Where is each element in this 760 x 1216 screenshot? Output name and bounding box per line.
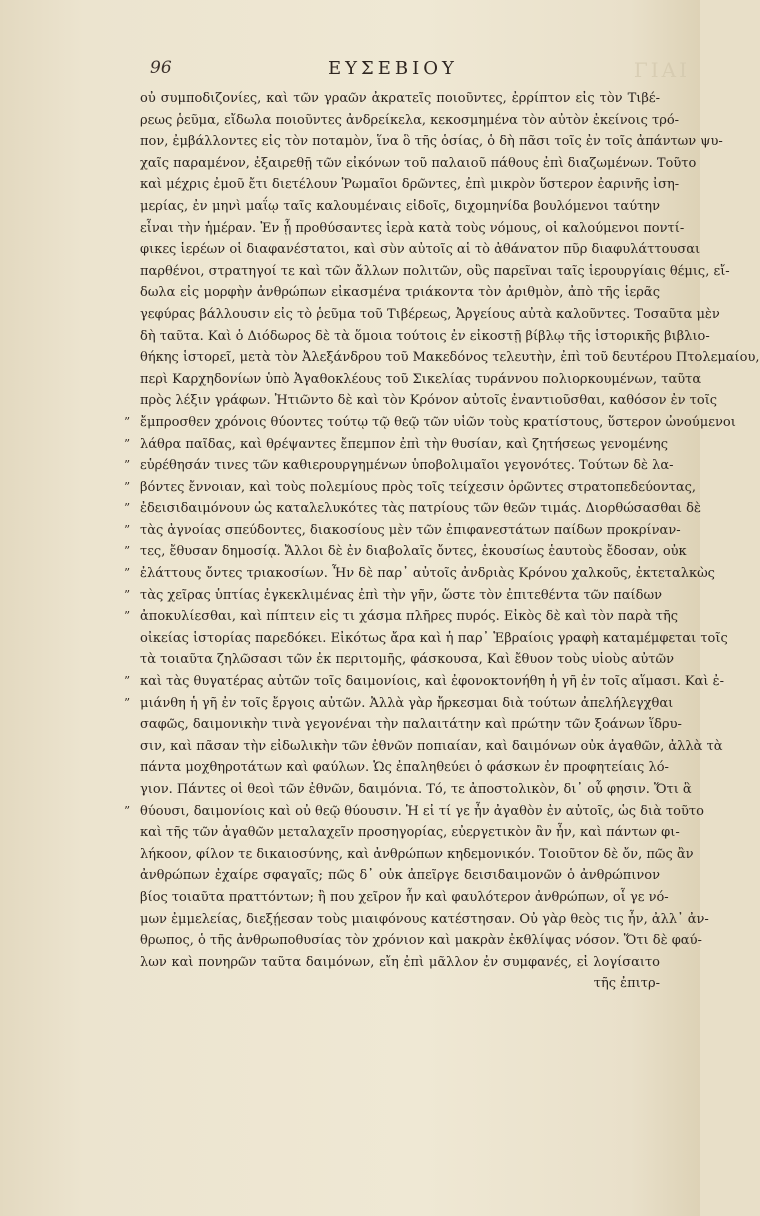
text-line: ” ἐλάττους ὄντες τριακοσίων. Ἦν δὲ παρ᾽ αὐτοῖς ἀνδριὰς Κρόνου χαλκοῦς, ἐκτεταλκὼς [140,563,660,585]
text-line: λων καὶ πονηρῶν ταῦτα δαιμόνων, εἴη ἐπὶ μᾶλλον ἐν συμφανές, εἰ λογίσαιτο [140,954,660,970]
text-line: ” βόντες ἔννοιαν, καὶ τοὺς πολεμίους πρὸς τοῖς τείχεσιν ὁρῶντες στρατοπεδεύοντας, [140,477,660,499]
text-line: γιον. Πάντες οἱ θεοὶ τῶν ἐθνῶν, δαιμόνια. Τό, τε ἀποστολικὸν, δι᾽ οὗ φησιν. Ὅτι ἃ [140,782,692,797]
page-number: 96 [150,58,172,78]
text-line: λήκοον, φίλον τε δικαιοσύνης, καὶ ἀνθρώπων κηδεμονικόν. Τοιοῦτον δὲ ὄν, πῶς ἂν [140,846,694,862]
body-text [140,88,760,995]
text-line: φικες ἱερέων οἱ διαφανέστατοι, καὶ σὺν αὐτοῖς αἱ τὸ ἀθάνατον πῦρ διαφυλάττουσαι [140,242,701,258]
text-line: οἰκείας ἱστορίας παρεδόκει. Εἰκότως ἄρα καὶ ἡ παρ᾽ Ἑβραίοις γραφὴ καταμέμφεται τοῖς [140,630,728,646]
text-line: ” θύουσι, δαιμονίοις καὶ οὐ θεῷ θύουσιν. Ἡ εἰ τί γε ἦν ἀγαθὸν ἐν αὐτοῖς, ὡς διὰ τοῦτο [140,801,660,823]
text-line: μερίας, ἐν μηνὶ μαΐῳ ταῖς καλουμέναις εἰδοῖς, διχομηνίδα βουλόμενοι ταύτην [140,198,660,214]
text-line: δωλα εἰς μορφὴν ἀνθρώπων εἰκασμένα τριάκοντα τὸν ἀριθμὸν, ἀπὸ τῆς ἱερᾶς [140,285,660,301]
text-line: εἶναι τὴν ἡμέραν. Ἐν ᾗ προθύσαντες ἱερὰ κατὰ τοὺς νόμους, οἱ καλούμενοι ποντί- [140,220,685,236]
text-line: ” τες, ἔθυσαν δημοσίᾳ. Ἄλλοι δὲ ἐν διαβολαῖς ὄντες, ἑκουσίως ἑαυτοὺς ἔδοσαν, οὐκ [140,541,660,563]
text-line: ” ἀποκυλίεσθαι, καὶ πίπτειν εἰς τι χάσμα πλῆρες πυρός. Εἰκὸς δὲ καὶ τὸν παρὰ τῆς [140,606,660,628]
text-line: καὶ μέχρις ἐμοῦ ἔτι διετέλουν Ῥωμαῖοι δρῶντες, ἐπὶ μικρὸν ὕστερον ἐαρινῆς ἰση- [140,177,680,193]
text-line: ” μιάνθη ἡ γῆ ἐν τοῖς ἔργοις αὐτῶν. Ἀλλὰ γὰρ ἤρκεσμαι διὰ τούτων ἀπελήλεγχθαι [140,693,660,715]
text-line: τῆς ἐπιτρ- [593,976,660,992]
bleed-through-text: ΓΙΑΙ [633,58,690,82]
text-line: χαῖς παραμένον, ἐξαιρεθῇ τῶν εἰκόνων τοῦ παλαιοῦ πάθους ἐπὶ διαζωμένων. Τοῦτο [140,155,697,171]
page-header [150,58,610,84]
text-line: θρωπος, ὁ τῆς ἀνθρωποθυσίας τὸν χρόνιον καὶ μακρὰν ἐκθλίψας νόσον. Ὅτι δὲ φαύ- [140,933,702,949]
text-line: καὶ τῆς τῶν ἀγαθῶν μεταλαχεῖν προσηγορίας, εὐεργετικὸν ἂν ἦν, καὶ πάντων φι- [140,825,680,841]
text-line: οὐ συμποδιζονίες, καὶ τῶν γραῶν ἀκρατεῖς ποιοῦντες, ἐρρίπτον εἰς τὸν Τιβέ- [140,91,660,106]
text-line: σαφῶς, δαιμονικὴν τινὰ γεγονέναι τὴν παλαιτάτην καὶ πρώτην τῶν ξοάνων ἵδρυ- [140,717,682,733]
text-line: ” καὶ τὰς θυγατέρας αὐτῶν τοῖς δαιμονίοις, καὶ ἐφονοκτονήθη ἡ γῆ ἐν τοῖς αἵμασι. Καὶ ἐ- [140,671,660,693]
text-line: ” λάθρα παῖδας, καὶ θρέψαντες ἔπεμπον ἐπὶ τὴν θυσίαν, καὶ ζητήσεως γενομένης [140,434,660,456]
text-line: περὶ Καρχηδονίων ὑπὸ Ἀγαθοκλέους τοῦ Σικελίας τυράννου πολιορκουμένων, ταῦτα [140,371,702,387]
text-line: βίος τοιαῦτα πραττόντων; ἢ που χεῖρον ἦν καὶ φαυλότερον ἀνθρώπων, οἷ γε νό- [140,889,669,905]
text-line: ” ἔμπροσθεν χρόνοις θύοντες τούτῳ τῷ θεῷ τῶν υἱῶν τοὺς κρατίστους, ὕστερον ὠνούμενοι [140,412,660,434]
text-line: μων ἐμμελείας, διεξῄεσαν τοὺς μιαιφόνους κατέστησαν. Οὐ γὰρ θεὸς τις ἦν, ἀλλ᾽ ἀν- [140,911,709,927]
text-line: ἀνθρώπων ἐχαίρε σφαγαῖς; πῶς δ᾽ οὐκ ἀπεῖργε δεισιδαιμονῶν ὁ ἀνθρώπινον [140,868,660,884]
text-line: ” εὑρέθησάν τινες τῶν καθιερουργημένων ὑποβολιμαῖοι γεγονότες. Τούτων δὲ λα- [140,455,660,477]
running-head: ΕΥΣΕΒΙΟΥ [328,58,458,79]
text-line: πον, ἐμβάλλοντες εἰς τὸν ποταμὸν, ἵνα ὃ τῆς ὁσίας, ὁ δὴ πᾶσι τοῖς ἐν τοῖς ἀπάντων ψυ- [140,134,723,150]
text-line: ” ἐδεισιδαιμόνουν ὡς καταλελυκότες τὰς πατρίους τῶν θεῶν τιμάς. Διορθώσασθαι δὲ [140,498,660,520]
text-line: ” τὰς χεῖρας ὑπτίας ἐγκεκλιμένας ἐπὶ τὴν γῆν, ὥστε τὸν ἐπιτεθέντα τῶν παίδων [140,585,660,607]
text-line: θήκης ἱστορεῖ, μετὰ τὸν Ἀλεξάνδρου τοῦ Μακεδόνος τελευτὴν, ἐπὶ τοῦ δευτέρου Πτολεμαίου, [140,350,760,366]
text-line: δὴ ταῦτα. Καὶ ὁ Διόδωρος δὲ τὰ ὅμοια τούτοις ἐν εἰκοστῇ βίβλῳ τῆς ἱστορικῆς βιβλιο- [140,328,710,344]
text-line: σιν, καὶ πᾶσαν τὴν εἰδωλικὴν τῶν ἐθνῶν ποπιαίαν, καὶ δαιμόνων οὐκ ἀγαθῶν, ἀλλὰ τὰ [140,738,723,754]
text-line: πρὸς λέξιν γράφων. Ἠτιῶντο δὲ καὶ τὸν Κρόνον αὐτοῖς ἐναντιοῦσθαι, καθόσον ἐν τοῖς [140,393,718,409]
text-line: παρθένοι, στρατηγοί τε καὶ τῶν ἄλλων πολιτῶν, οὓς παρεῖναι ταῖς ἱερουργίαις θέμις, εἴ- [140,263,730,279]
text-line: τὰ τοιαῦτα ζηλῶσασι τῶν ἐκ περιτομῆς, φάσκουσα, Καὶ ἔθυον τοὺς υἱοὺς αὐτῶν [140,652,674,668]
text-line: πάντα μοχθηροτάτων καὶ φαύλων. Ὡς ἐπαληθεύει ὁ φάσκων ἐν προφητείαις λό- [140,760,669,776]
text-line: ” τὰς ἀγνοίας σπεύδοντες, διακοσίους μὲν τῶν ἐπιφανεστάτων παίδων προκρίναν- [140,520,660,542]
text-line: γεφύρας βάλλουσιν εἰς τὸ ῥεῦμα τοῦ Τιβέρεως, Ἀργείους αὐτὰ καλοῦντες. Τοσαῦτα μὲν [140,306,720,322]
text-line: ρεως ῥεῦμα, εἴδωλα ποιοῦντες ἀνδρείκελα, κεκοσμημένα τὸν αὐτὸν ἐκείνοις τρό- [140,112,680,128]
